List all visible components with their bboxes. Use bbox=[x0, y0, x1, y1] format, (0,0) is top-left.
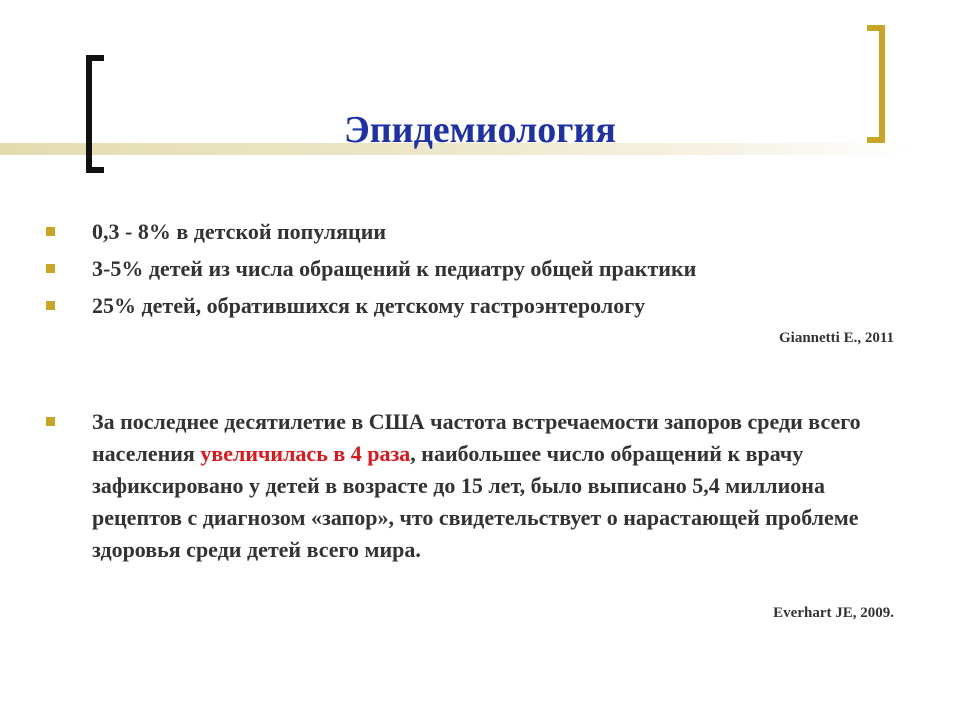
bullet-text: 25% детей, обратившихся к детскому гастроэнтерологу bbox=[92, 293, 646, 318]
square-bullet-icon bbox=[46, 227, 55, 236]
citation-everhart: Everhart JE, 2009. bbox=[773, 605, 894, 621]
highlighted-text: увеличилась в 4 раза bbox=[200, 441, 411, 466]
citation-giannetti: Giannetti E., 2011 bbox=[778, 330, 894, 346]
square-bullet-icon bbox=[46, 264, 55, 273]
square-bullet-icon bbox=[46, 417, 55, 426]
paragraph-text-end: , наибольшее число обращений к врачу зафиксировано у детей в возрасте до 15 лет, было выписано 5,4 миллиона рецептов с диагнозом «запор», что свидетельствует о нарастающей проблеме здоровья среди детей всего мира. bbox=[92, 441, 859, 562]
square-bullet-icon bbox=[46, 301, 55, 310]
bullet-text: 3-5% детей из числа обращений к педиатру общей практики bbox=[92, 256, 697, 281]
paragraph-text-start: За последнее десятилетие в США частота встречаемости запоров среди всего населения bbox=[92, 409, 861, 466]
paragraph-text bbox=[92, 406, 892, 566]
bullet-text: 0,3 - 8% в детской популяции bbox=[92, 219, 387, 244]
slide-title: Эпидемиология bbox=[344, 109, 616, 151]
